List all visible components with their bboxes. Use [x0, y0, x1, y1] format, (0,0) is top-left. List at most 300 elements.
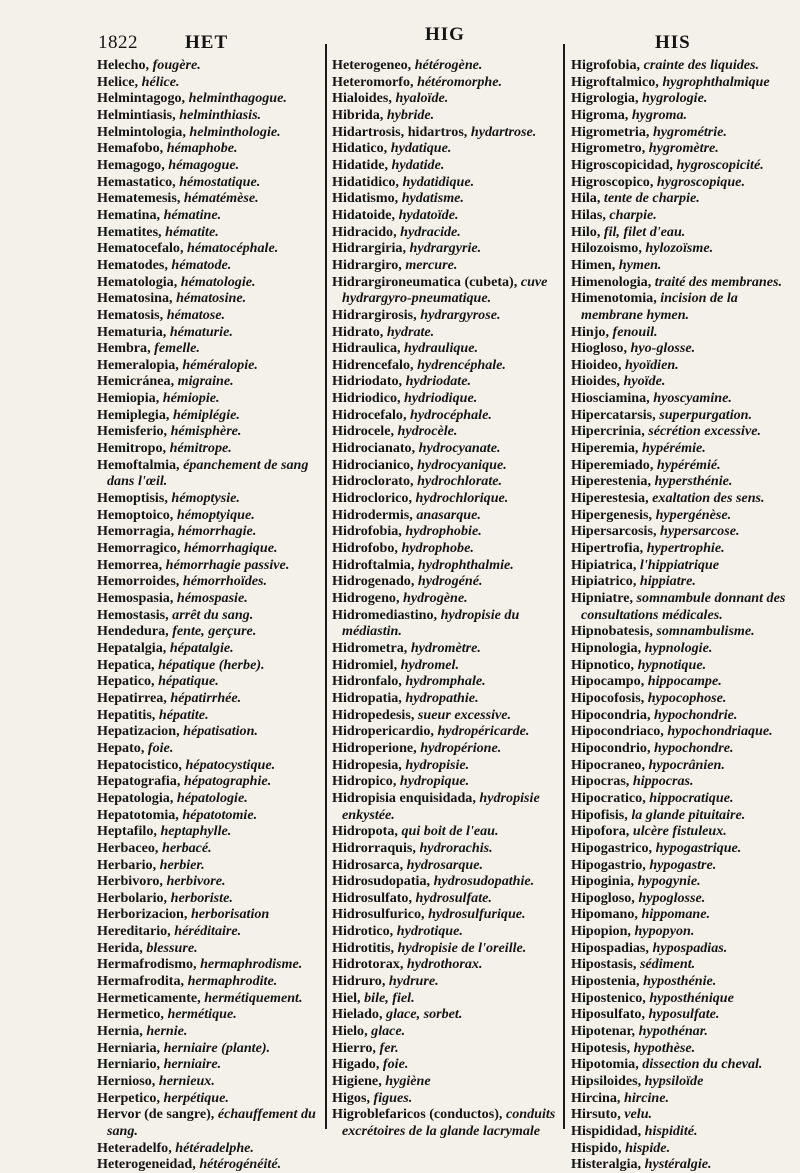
dictionary-entry [332, 257, 564, 274]
entry-headword: Hidropesia, [332, 756, 402, 773]
entry-headword: Hemorroides, [97, 573, 180, 590]
entry-headword: Hipostenico, [571, 989, 646, 1006]
entry-headword: Hipertrofia, [571, 540, 644, 557]
entry-headword: Hipocraneo, [571, 756, 645, 773]
entry-headword: Hidrargiria, [332, 240, 406, 257]
entry-headword: Hidatismo, [332, 190, 399, 207]
dictionary-entry [571, 807, 796, 824]
entry-headword: Hidropico, [332, 773, 397, 790]
dictionary-entry [571, 1023, 796, 1040]
dictionary-entry [571, 890, 796, 907]
dictionary-entry [571, 673, 796, 690]
entry-headword: Hepatico, [97, 673, 155, 690]
entry-translation: hydropisie enkystée. [342, 789, 540, 823]
entry-translation: hypothèse. [633, 1039, 696, 1056]
dictionary-entry [571, 1090, 796, 1107]
entry-translation: hypergénèse. [655, 506, 732, 523]
entry-headword: Hepatirrea, [97, 689, 167, 706]
dictionary-entry [332, 473, 564, 490]
entry-translation: épanchement de sang dans l'œil. [107, 456, 309, 490]
dictionary-entry [332, 640, 564, 657]
entry-translation: hyposulfate. [648, 1006, 720, 1023]
entry-translation: migraine. [177, 373, 234, 390]
entry-translation: hyoscyamine. [653, 390, 732, 407]
entry-headword: Hibrida, [332, 106, 384, 123]
entry-headword: Hipotenar, [571, 1023, 636, 1040]
dictionary-entry [332, 990, 564, 1007]
entry-translation: conduits excrétoires de la glande lacrymale [342, 1106, 556, 1139]
dictionary-entry [97, 1106, 322, 1139]
entry-translation: crainte des liquides. [643, 57, 760, 73]
entry-headword: Hipocondria, [571, 706, 651, 723]
entry-translation: hippocampe. [647, 673, 722, 690]
entry-headword: Hiperestenia, [571, 473, 651, 490]
dictionary-entry [97, 740, 322, 757]
dictionary-entry [332, 840, 564, 857]
entry-translation: hémorrhagie passive. [165, 556, 290, 573]
dictionary-entry [571, 523, 796, 540]
entry-headword: Hidrosarca, [332, 856, 404, 873]
entry-headword: Hidrodermis, [332, 506, 413, 523]
dictionary-entry [97, 723, 322, 740]
entry-headword: Heteradelfo, [97, 1139, 172, 1156]
dictionary-entry [97, 906, 322, 923]
entry-translation: hydatisme. [401, 190, 464, 207]
dictionary-entry [571, 1040, 796, 1057]
entry-headword: Hipofora, [571, 823, 630, 840]
entry-translation: fil, filet d'eau. [603, 223, 686, 240]
dictionary-entry [571, 840, 796, 857]
entry-translation: herbacé. [161, 839, 212, 856]
entry-headword: Hircina, [571, 1089, 621, 1106]
entry-translation: hypogynie. [637, 873, 701, 890]
dictionary-entry [332, 240, 564, 257]
entry-headword: Hispido, [571, 1139, 622, 1156]
dictionary-entry [332, 906, 564, 923]
entry-headword: Hipogloso, [571, 889, 635, 906]
entry-translation: échauffement du sang. [107, 1106, 316, 1139]
entry-translation: hémaphobe. [166, 140, 238, 157]
entry-headword: Hepatografia, [97, 773, 181, 790]
entry-headword: Hidrocianato, [332, 440, 416, 457]
dictionary-entry [97, 1056, 322, 1073]
entry-headword: Histeralgia, [571, 1156, 642, 1173]
entry-headword: Hiogloso, [571, 340, 627, 357]
dictionary-entry [332, 340, 564, 357]
entry-headword: Hematodes, [97, 256, 168, 273]
dictionary-entry [97, 956, 322, 973]
dictionary-entry [332, 407, 564, 424]
entry-translation: foie. [147, 739, 174, 756]
dictionary-entry [571, 457, 796, 474]
entry-headword: Himenotomia, [571, 290, 657, 307]
entry-headword: Hematites, [97, 223, 162, 240]
entry-headword: Hipocondriaco, [571, 723, 664, 740]
dictionary-entry [97, 174, 322, 191]
entry-translation: hypochondriaque. [667, 723, 773, 740]
entry-translation: dissection du cheval. [642, 1056, 763, 1073]
entry-headword: Hiposulfato, [571, 1006, 646, 1023]
entry-headword: Herbivoro, [97, 873, 163, 890]
entry-headword: Hidrotitis, [332, 939, 394, 956]
dictionary-entry [97, 74, 322, 91]
dictionary-entry [97, 557, 322, 574]
dictionary-entry [332, 207, 564, 224]
dictionary-entry [571, 740, 796, 757]
entry-headword: Hipopion, [571, 923, 631, 940]
entry-translation: hernie. [146, 1023, 188, 1040]
dictionary-entry [332, 657, 564, 674]
entry-translation: hydromphale. [405, 673, 486, 690]
entry-headword: Hemorragico, [97, 540, 181, 557]
entry-translation: hydriodique. [404, 390, 478, 407]
entry-headword: Heterogeneo, [332, 57, 412, 73]
entry-headword: Hipergenesis, [571, 506, 653, 523]
entry-translation: hystéralgie. [644, 1156, 712, 1173]
right-guide-word: HIS [655, 32, 691, 53]
entry-translation: hélice. [141, 73, 180, 90]
dictionary-entry [97, 224, 322, 241]
entry-translation: hydrure. [388, 973, 439, 990]
entry-headword: Hemoptoico, [97, 506, 174, 523]
dictionary-entry [571, 57, 796, 74]
dictionary-entry [97, 307, 322, 324]
entry-headword: Hispididad, [571, 1123, 642, 1139]
entry-translation: fer. [379, 1039, 399, 1056]
entry-headword: Herniario, [97, 1056, 161, 1073]
entry-translation: hépatocystique. [185, 756, 276, 773]
dictionary-entry [97, 890, 322, 907]
entry-headword: Higrologia, [571, 90, 639, 107]
entry-headword: Hemiopia, [97, 390, 160, 407]
entry-translation: hippocras. [632, 773, 694, 790]
entry-headword: Hidrogenado, [332, 573, 415, 590]
dictionary-entry [571, 224, 796, 241]
entry-translation: herniaire. [163, 1056, 222, 1073]
dictionary-entry [97, 923, 322, 940]
entry-headword: Hermafrodismo, [97, 956, 197, 973]
entry-translation: mercure. [405, 256, 458, 273]
entry-translation: hydropisie du médiastin. [342, 606, 520, 640]
entry-headword: Hidronfalo, [332, 673, 402, 690]
entry-translation: hydrotique. [396, 923, 463, 940]
entry-translation: hyo-glosse. [630, 340, 696, 357]
dictionary-entry [97, 423, 322, 440]
entry-headword: Higrometro, [571, 140, 646, 157]
entry-headword: Hilas, [571, 206, 606, 223]
entry-translation: hydrosulfate. [415, 889, 492, 906]
entry-headword: Hidrargiro, [332, 256, 402, 273]
entry-headword: Hidrometra, [332, 639, 408, 656]
dictionary-entry [332, 390, 564, 407]
dictionary-entry [97, 190, 322, 207]
dictionary-entry [332, 190, 564, 207]
entry-headword: Helecho, [97, 57, 150, 73]
entry-headword: Hernioso, [97, 1073, 156, 1090]
entry-translation: hydrothorax. [406, 956, 483, 973]
entry-headword: Hidrosulfurico, [332, 906, 425, 923]
entry-translation: hypertrophie. [646, 540, 725, 557]
entry-translation: hématurie. [169, 323, 233, 340]
entry-headword: Hidropatia, [332, 689, 402, 706]
entry-headword: Hembra, [97, 340, 151, 357]
entry-headword: Hidropericardio, [332, 723, 434, 740]
entry-translation: hydrorachis. [419, 839, 493, 856]
dictionary-entry [571, 923, 796, 940]
entry-translation: hypothénar. [638, 1023, 708, 1040]
entry-headword: Himenologia, [571, 273, 652, 290]
dictionary-entry [571, 390, 796, 407]
dictionary-entry [571, 657, 796, 674]
entry-headword: Hidroftalmia, [332, 556, 415, 573]
dictionary-entry [571, 207, 796, 224]
entry-headword: Hipogastrio, [571, 856, 646, 873]
entry-headword: Hematuria, [97, 323, 167, 340]
entry-translation: hydraulique. [404, 340, 479, 357]
entry-headword: Hidraulica, [332, 340, 401, 357]
entry-translation: hémisphère. [170, 423, 242, 440]
dictionary-entry [332, 940, 564, 957]
entry-headword: Hioides, [571, 373, 620, 390]
dictionary-entry [332, 723, 564, 740]
entry-translation: hypogastre. [649, 856, 717, 873]
entry-headword: Hematosis, [97, 306, 164, 323]
entry-headword: Herborizacion, [97, 906, 188, 923]
entry-translation: hispide. [625, 1139, 671, 1156]
entry-translation: hydrocéphale. [410, 406, 492, 423]
entry-headword: Hipniatre, [571, 590, 633, 606]
entry-translation: hydatide. [391, 156, 445, 173]
dictionary-entry [332, 540, 564, 557]
entry-translation: hémorrhagie. [177, 523, 257, 540]
entry-translation: hypérémie. [642, 440, 706, 457]
entry-translation: hépatotomie. [182, 806, 258, 823]
entry-translation: hématosine. [176, 290, 247, 307]
entry-headword: Hepatocistico, [97, 756, 182, 773]
dictionary-entry [97, 973, 322, 990]
entry-translation: hémorrhagique. [183, 540, 278, 557]
entry-headword: Hielo, [332, 1023, 368, 1040]
entry-translation: hématite. [165, 223, 219, 240]
entry-translation: hydrargyrie. [409, 240, 482, 257]
entry-headword: Hemagogo, [97, 156, 165, 173]
entry-translation: hétéromorphe. [417, 73, 503, 90]
entry-headword: Hidrato, [332, 323, 384, 340]
dictionary-entry [571, 590, 796, 623]
entry-headword: Hemostasis, [97, 606, 169, 623]
dictionary-entry [571, 507, 796, 524]
dictionary-entry [571, 906, 796, 923]
dictionary-entry [332, 490, 564, 507]
entry-translation: l'hippiatrique [639, 556, 720, 573]
entry-headword: Hidrotico, [332, 923, 394, 940]
entry-headword: Hipoginia, [571, 873, 635, 890]
dictionary-entry [97, 807, 322, 824]
dictionary-entry [97, 440, 322, 457]
entry-headword: Hipocratico, [571, 789, 646, 806]
dictionary-entry [332, 757, 564, 774]
entry-translation: hydriodate. [405, 373, 472, 390]
dictionary-entry [332, 1090, 564, 1107]
dictionary-entry [97, 390, 322, 407]
dictionary-entry [571, 640, 796, 657]
entry-headword: Higrofobia, [571, 57, 641, 73]
dictionary-entry [332, 923, 564, 940]
entry-translation: herbivore. [166, 873, 226, 890]
entry-translation: traité des membranes. [654, 273, 783, 290]
entry-translation: superpurgation. [659, 406, 753, 423]
entry-headword: Hidrocele, [332, 423, 394, 440]
entry-translation: hypochondrie. [654, 706, 738, 723]
entry-headword: Hipogastrico, [571, 839, 653, 856]
entry-headword: Hemisferio, [97, 423, 168, 440]
entry-translation: helminthagogue. [188, 90, 287, 107]
entry-translation: hématose. [166, 306, 226, 323]
entry-headword: Hermetico, [97, 1006, 164, 1023]
dictionary-entry [97, 1073, 322, 1090]
entry-headword: Herbolario, [97, 889, 168, 906]
dictionary-entry [571, 423, 796, 440]
dictionary-entry [97, 623, 322, 640]
entry-translation: hétérogène. [414, 57, 483, 73]
entry-headword: Helice, [97, 73, 139, 90]
entry-translation: hydrogène. [403, 590, 468, 606]
dictionary-entry [97, 1040, 322, 1057]
entry-headword: Herida, [97, 939, 143, 956]
entry-translation: hispidité. [644, 1123, 698, 1139]
dictionary-entry [97, 990, 322, 1007]
dictionary-entry [571, 490, 796, 507]
dictionary-entry [332, 873, 564, 890]
entry-translation: hircine. [624, 1089, 670, 1106]
entry-translation: velu. [624, 1106, 653, 1123]
entry-headword: Hipofisis, [571, 806, 628, 823]
entry-translation: hémorrhoïdes. [182, 573, 268, 590]
entry-translation: herniaire (plante). [163, 1039, 271, 1056]
center-guide-word: HIG [425, 24, 465, 45]
dictionary-entry [97, 707, 322, 724]
entry-translation: glace. [371, 1023, 406, 1040]
entry-translation: hydatidique. [402, 173, 475, 190]
entry-headword: Hemorragia, [97, 523, 175, 540]
dictionary-entry [332, 107, 564, 124]
dictionary-entry [97, 1023, 322, 1040]
entry-headword: Herbario, [97, 856, 157, 873]
entry-headword: Hirsuto, [571, 1106, 621, 1123]
entry-translation: hypérémié. [656, 456, 721, 473]
dictionary-entry [571, 690, 796, 707]
dictionary-entry [332, 324, 564, 341]
dictionary-entry [97, 757, 322, 774]
entry-translation: hydrophthalmie. [417, 556, 514, 573]
entry-translation: hylozoïsme. [645, 240, 714, 257]
entry-headword: Hioideo, [571, 356, 622, 373]
entry-translation: hydracide. [400, 223, 461, 240]
dictionary-entry [571, 340, 796, 357]
dictionary-entry [332, 1073, 564, 1090]
entry-translation: hémiopie. [162, 390, 220, 407]
dictionary-entry [332, 857, 564, 874]
entry-translation: cuve hydrargyro-pneumatique. [342, 273, 548, 307]
dictionary-entry [332, 1106, 564, 1139]
entry-translation: hépatite. [158, 706, 209, 723]
entry-headword: Hiosciamina, [571, 390, 650, 407]
entry-headword: Hidrosulfato, [332, 889, 413, 906]
entry-translation: hémoptyique. [176, 506, 255, 523]
entry-headword: Hemoftalmia, [97, 456, 180, 473]
entry-translation: bile, fiel. [364, 989, 415, 1006]
dictionary-entry [571, 440, 796, 457]
entry-translation: hypocrânien. [648, 756, 725, 773]
entry-headword: Hipotesis, [571, 1039, 631, 1056]
dictionary-entry [571, 557, 796, 574]
entry-translation: hydrosudopathie. [433, 873, 535, 890]
dictionary-entry [571, 1156, 796, 1173]
entry-translation: hippomane. [641, 906, 711, 923]
entry-headword: Hemastatico, [97, 173, 176, 190]
dictionary-entry [571, 1056, 796, 1073]
dictionary-entry [571, 473, 796, 490]
dictionary-entry [571, 773, 796, 790]
dictionary-entry [571, 107, 796, 124]
dictionary-entry [332, 890, 564, 907]
dictionary-entry [571, 940, 796, 957]
entry-headword: Hipiatrica, [571, 556, 637, 573]
entry-headword: Hipotomia, [571, 1056, 639, 1073]
entry-translation: foie. [382, 1056, 409, 1073]
entry-headword: Hipostasis, [571, 956, 637, 973]
entry-headword: Heptafilo, [97, 823, 157, 840]
entry-translation: hématocéphale. [187, 240, 279, 257]
entry-headword: Hernia, [97, 1023, 143, 1040]
entry-headword: Hinjo, [571, 323, 609, 340]
dictionary-entry [97, 873, 322, 890]
dictionary-entry [97, 523, 322, 540]
entry-translation: fenouil. [612, 323, 658, 340]
dictionary-entry [571, 257, 796, 274]
entry-translation: herpétique. [163, 1089, 229, 1106]
dictionary-entry [97, 107, 322, 124]
entry-translation: hypogastrique. [655, 839, 742, 856]
entry-translation: hydrate. [386, 323, 435, 340]
entry-translation: hydrosulfurique. [428, 906, 526, 923]
dictionary-entry [332, 440, 564, 457]
entry-translation: hydrogéné. [417, 573, 483, 590]
entry-headword: Herbaceo, [97, 839, 159, 856]
entry-headword: Hidatide, [332, 156, 388, 173]
dictionary-entry [571, 357, 796, 374]
entry-translation: hépatique (herbe). [158, 656, 265, 673]
dictionary-entry [332, 74, 564, 91]
entry-headword: Hidrogeno, [332, 590, 400, 606]
dictionary-entry [97, 507, 322, 524]
dictionary-entry [332, 523, 564, 540]
entry-headword: Hervor (de sangre), [97, 1106, 215, 1123]
entry-headword: Hematocefalo, [97, 240, 184, 257]
dictionary-entry [332, 607, 564, 640]
entry-translation: hématologie. [180, 273, 256, 290]
entry-translation: hémoptysie. [171, 490, 240, 507]
dictionary-entry [97, 823, 322, 840]
entry-translation: charpie. [609, 206, 657, 223]
entry-translation: hémospasie. [176, 590, 248, 606]
entry-headword: Hiperestesia, [571, 490, 649, 507]
entry-translation: hydrosarque. [406, 856, 484, 873]
dictionary-entry [571, 823, 796, 840]
entry-translation: hépatirrhée. [170, 689, 242, 706]
entry-headword: Hematina, [97, 206, 161, 223]
entry-translation: hydropéricarde. [437, 723, 530, 740]
